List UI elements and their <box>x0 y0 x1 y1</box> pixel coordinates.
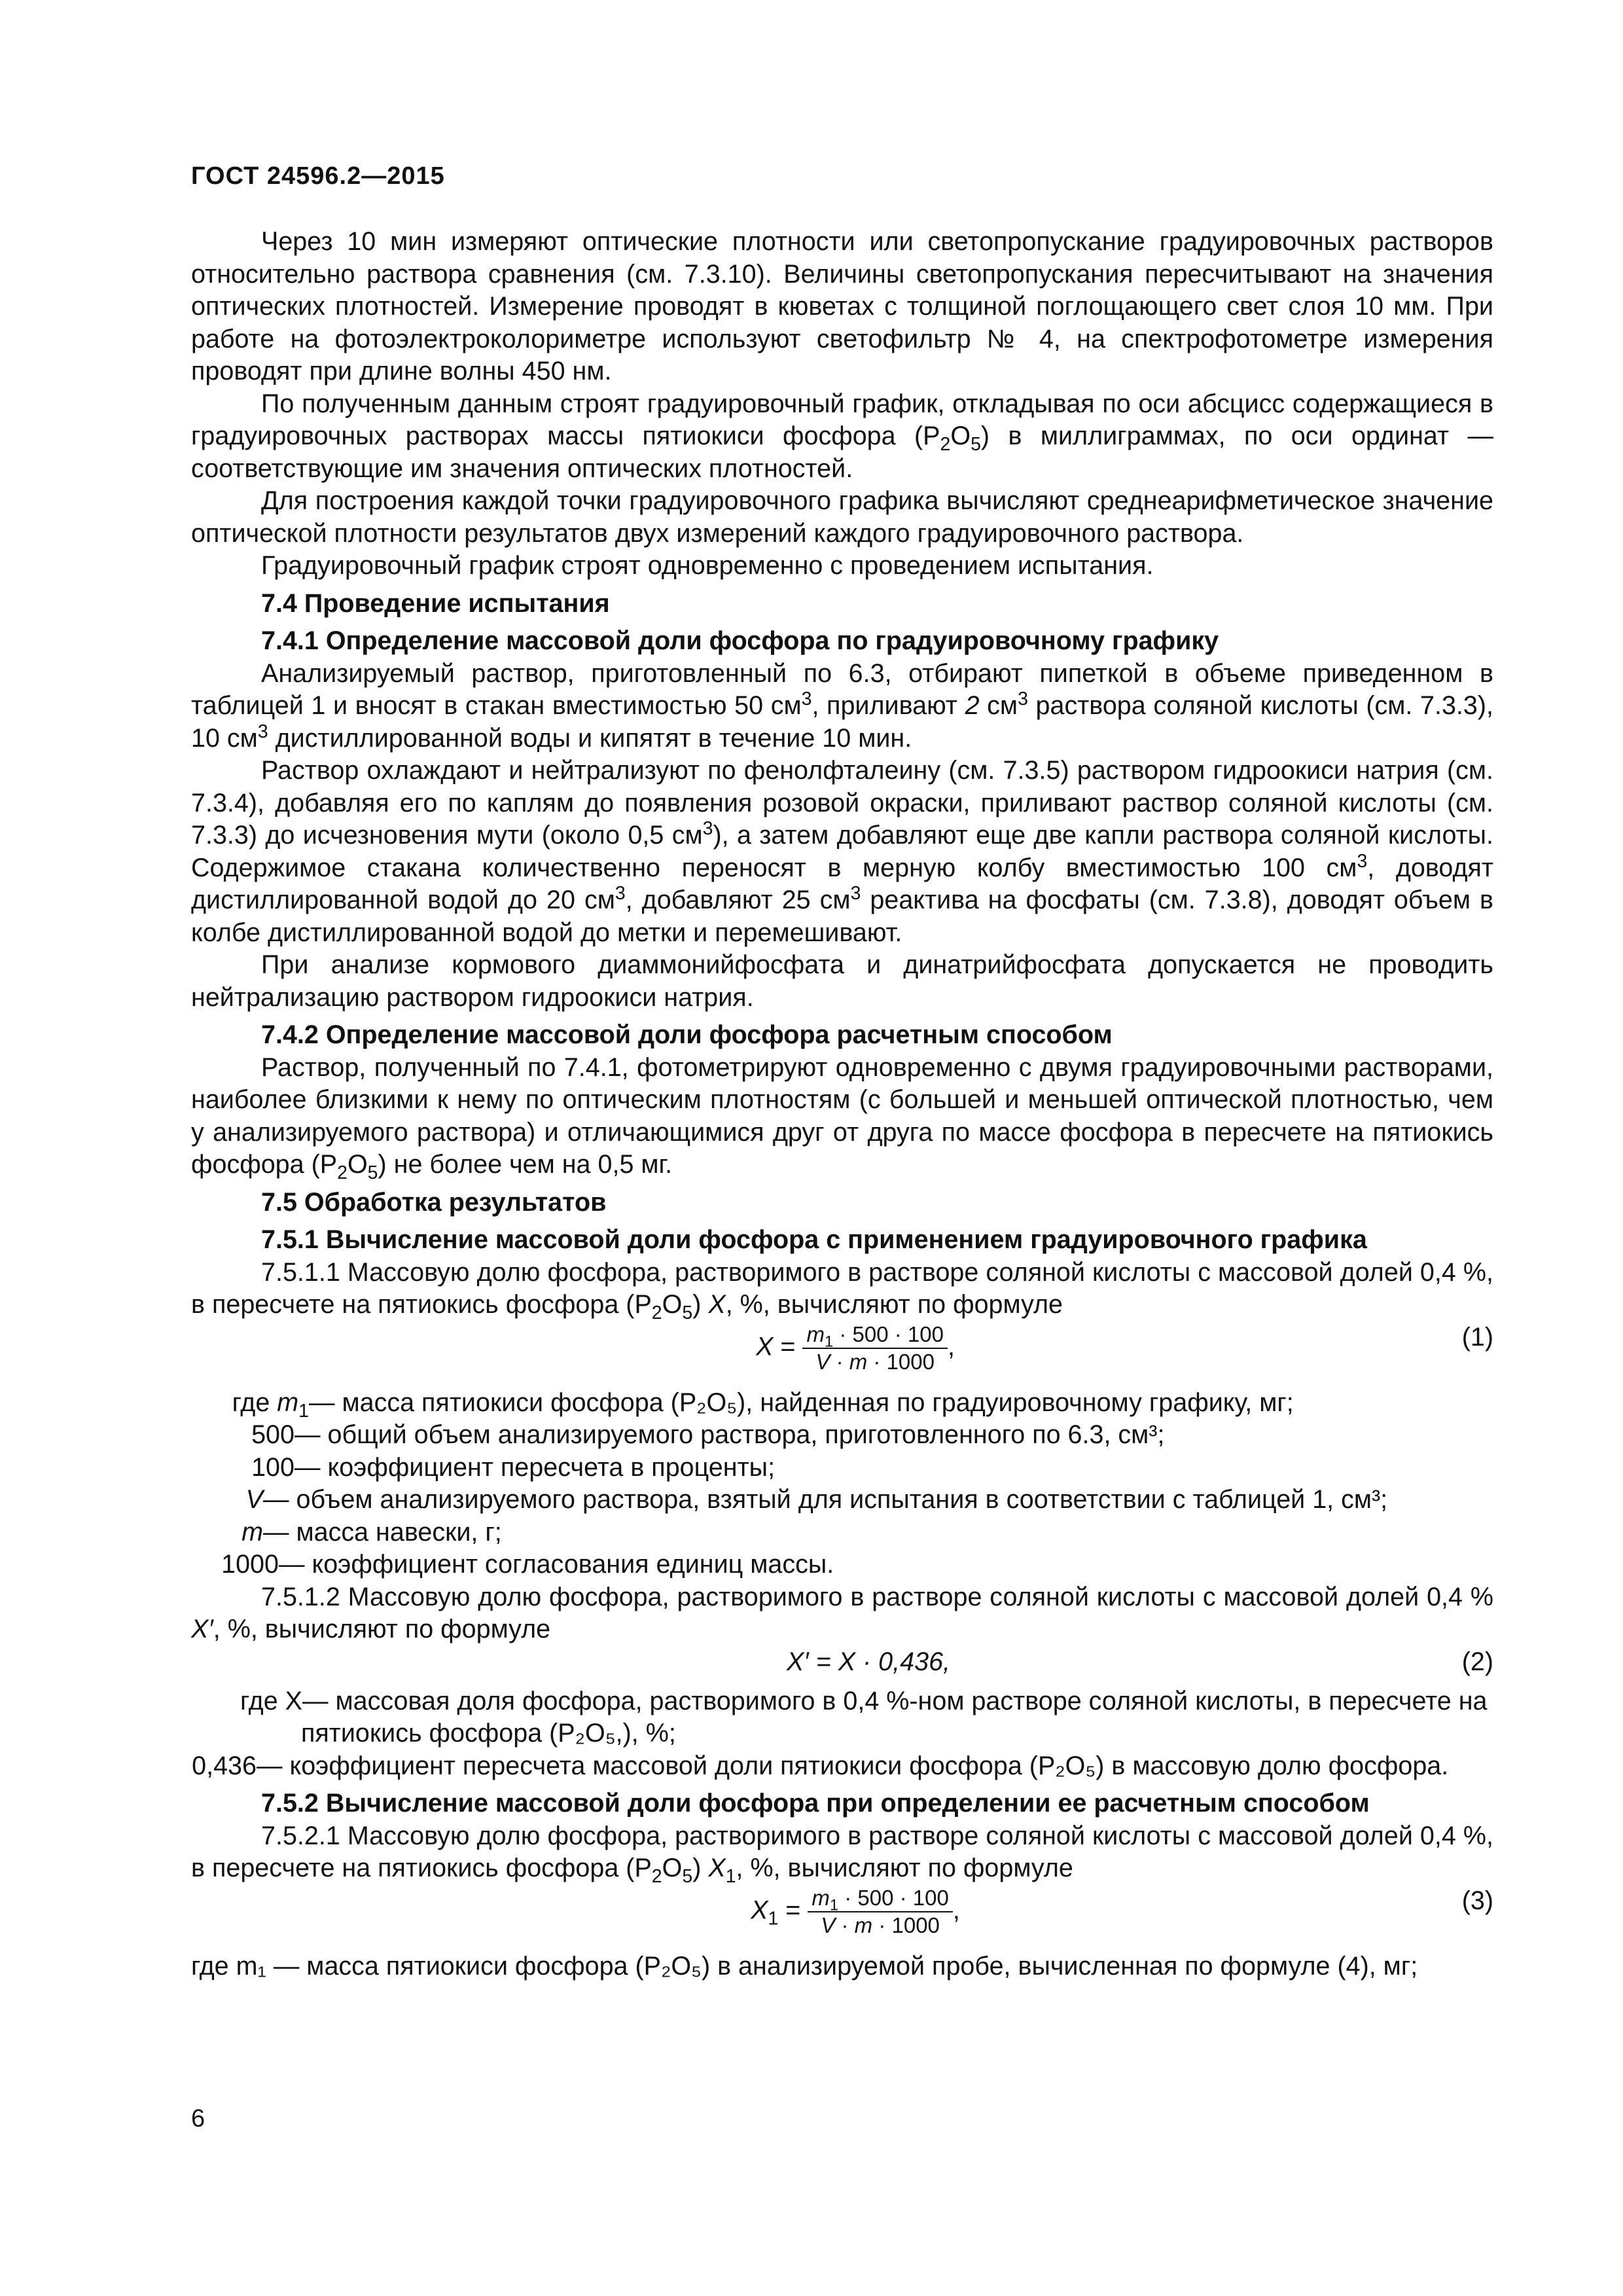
formula-2-number: (2) <box>1461 1647 1493 1676</box>
page-number: 6 <box>191 2105 205 2132</box>
formula-3-number: (3) <box>1461 1886 1493 1915</box>
document-body <box>191 226 1493 1982</box>
formula-2: X′ = X · 0,436, (2) <box>191 1646 1493 1685</box>
paragraph-photometry: Раствор, полученный по 7.4.1, фотометрируют одновременно с двумя градуировочными растворами, наиболее близкими к нему по оптическим плотностям (с большей и меньшей оптической плотностью, чем у анализируемого раствора) и отличающимися друг от друга по массе фосфора в пересчете на пятиокись фосфора $(P_2O_5)$ не более чем на 0,5 мг. <box>191 1052 1493 1183</box>
paragraph-measurement: Через 10 мин измеряют оптические плотности или светопропускание градуировочных растворов относительно раствора сравнения (см. 7.3.10). Величины светопропускания пересчитывают на значения оптических плотностей. Измерение проводят в кюветах с толщиной поглощающего свет слоя 10 мм. При работе на фотоэлектроколориметре используют светофильтр № 4, на спектрофотометре измерения проводят при длине волны 450 нм. <box>191 227 1493 386</box>
legend-formula-3: где m₁ — масса пятиокиси фосфора (P₂O₅) в анализируемой пробе, вычисленная по формуле (4), мг; <box>191 1951 1418 1981</box>
heading-7-5-2: 7.5.2 Вычисление массовой доли фосфора при определении ее расчетным способом <box>261 1789 1370 1818</box>
heading-7-4-1: 7.4.1 Определение массовой доли фосфора по градуировочному графику <box>261 626 1219 655</box>
standard-header: ГОСТ 24596.2—2015 <box>191 162 445 190</box>
legend-formula-2: где X — массовая доля фосфора, растворимого в 0,4 %-ном растворе соляной кислоты, в пересчете на пятиокись фосфора (P₂O₅,), %; 0,436 — коэффициент пересчета массовой доли пятиокиси фосфора (P₂O₅) в массовую долю фосфора. <box>192 1686 1488 1780</box>
formula-1: X = $\frac{m_1 \cdot 500 \cdot 100}{V \cdot m \cdot 1000}$ , (1) <box>756 1321 1493 1374</box>
legend-formula-1: где $m_1$ — масса пятиокиси фосфора (P₂O₅), найденная по градуировочному графику, мг; 500 — общий объем анализируемого раствора, приготовленного по 6.3, см³; 100 — коэффициент пересчета в проценты; V — объем анализируемого раствора, взятый для испытания в соответствии с таблицей 1, см³; m — масса навески, г; 1000 — коэффициент согласования единиц массы. <box>191 1387 1493 1581</box>
formula-3: $X_1$ = $\frac{m_1 \cdot 500 \cdot 100}{V \cdot m \cdot 1000}$ , (3) <box>751 1885 1493 1937</box>
paragraph-7-5-2-1: 7.5.2.1 Массовую долю фосфора, растворимого в растворе соляной кислоты с массовой долей 0,4 %, в пересчете на пятиокись фосфора $(P_2O_5)$ $X_1$, %, вычисляют по формуле <box>191 1821 1493 1887</box>
paragraph-sample-prep: Анализируемый раствор, приготовленный по 6.3, отбирают пипеткой в объеме приведенном в таблицей 1 и вносят в стакан вместимостью 50 $см^3$, приливают 2 $см^3$ раствора соляной кислоты (см. 7.3.3), 10 $см^3$ дистиллированной воды и кипятят в течение 10 мин. <box>191 658 1493 753</box>
formula-1-number: (1) <box>1461 1322 1493 1352</box>
paragraph-exception: При анализе кормового диаммонийфосфата и динатрийфосфата допускается не проводить нейтрализацию раствором гидроокиси натрия. <box>191 950 1493 1012</box>
paragraph-graph-points: Для построения каждой точки градуировочного графика вычисляют среднеарифметическое значение оптической плотности результатов двух измерений каждого градуировочного раствора. <box>191 486 1493 548</box>
heading-7-4-2: 7.4.2 Определение массовой доли фосфора расчетным способом <box>261 1020 1113 1049</box>
paragraph-neutralization: Раствор охлаждают и нейтрализуют по фенолфталеину (см. 7.3.5) раствором гидроокиси натрия (см. 7.3.4), добавляя его по каплям до появления розовой окраски, приливают раствор соляной кислоты (см. 7.3.3) до исчезновения мути (около 0,5 $см^3$), а затем добавляют еще две капли раствора соляной кислоты. Содержимое стакана количественно переносят в мерную колбу вместимостью 100 $см^3$, доводят дистиллированной водой до 20 $см^3$, добавляют 25 $см^3$ реактива на фосфаты (см. 7.3.8), доводят объем в колбе дистиллированной водой до метки и перемешивают. <box>191 756 1494 947</box>
paragraph-calibration-graph: По полученным данным строят градуировочный график, откладывая по оси абсцисс содержащиеся в градуировочных растворах массы пятиокиси фосфора $(P_2O_5)$ в миллиграммах, по оси ординат — соответствующие им значения оптических плотностей. <box>191 389 1493 483</box>
paragraph-7-5-1-2: 7.5.1.2 Массовую долю фосфора, растворимого в растворе соляной кислоты с массовой долей 0,4 % X′, %, вычисляют по формуле <box>191 1582 1493 1643</box>
heading-7-5-1: 7.5.1 Вычисление массовой доли фосфора с применением градуировочного графика <box>261 1225 1367 1254</box>
legend-symbol: где $m_1$ <box>232 1388 309 1422</box>
paragraph-7-5-1-1: 7.5.1.1 Массовую долю фосфора, растворимого в растворе соляной кислоты с массовой долей 0,4 %, в пересчете на пятиокись фосфора $(P_2O_5)$ X, %, вычисляют по формуле <box>191 1257 1493 1323</box>
paragraph-graph-timing: Градуировочный график строят одновременно с проведением испытания. <box>261 551 1154 580</box>
heading-7-4: 7.4 Проведение испытания <box>261 588 610 618</box>
heading-7-5: 7.5 Обработка результатов <box>261 1187 607 1217</box>
